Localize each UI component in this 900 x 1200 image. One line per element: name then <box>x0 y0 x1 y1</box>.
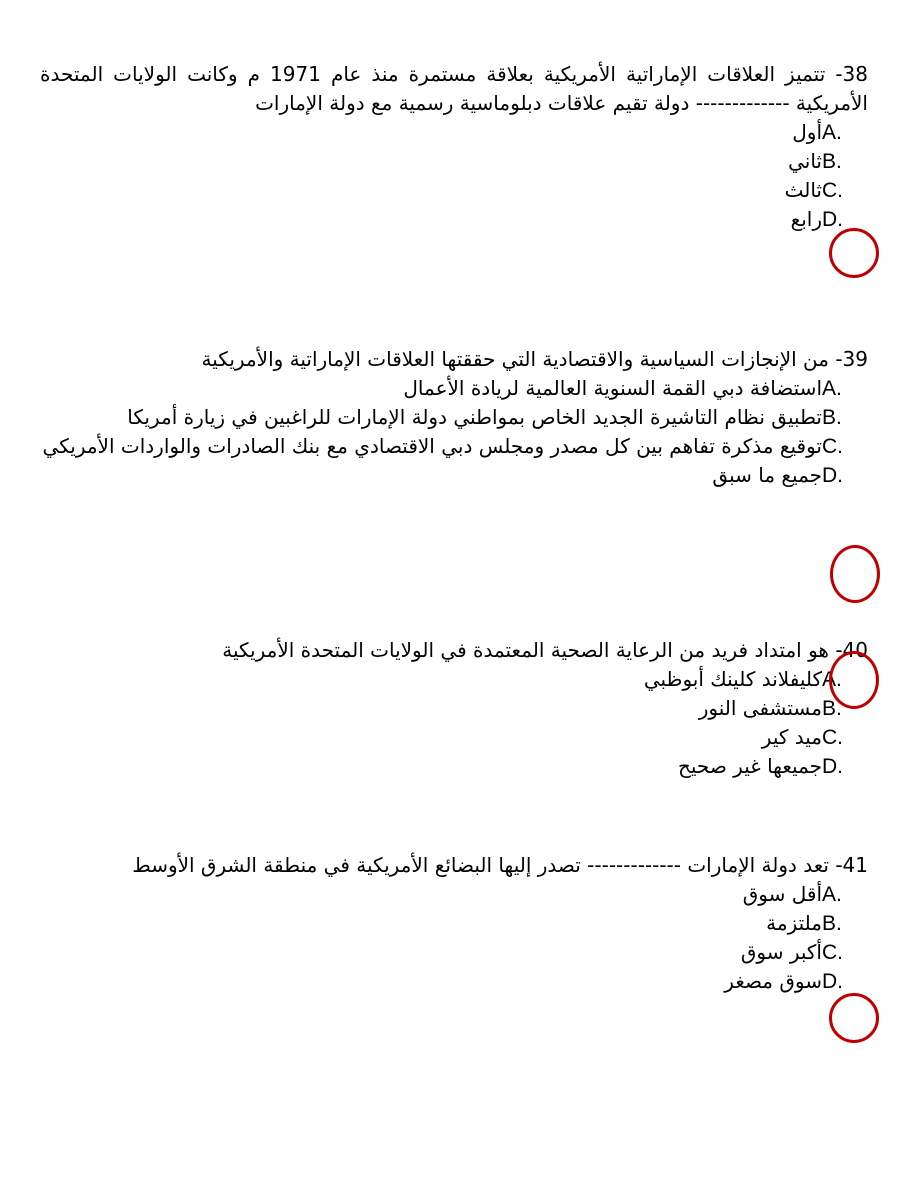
question-stem: 39- من الإنجازات السياسية والاقتصادية التي حققتها العلاقات الإماراتية والأمريكية <box>201 347 868 371</box>
option-text: ملتزمة <box>766 911 822 935</box>
option-a <box>40 118 868 147</box>
option-letter: B. <box>822 912 842 935</box>
option-a <box>40 880 868 909</box>
option-c <box>40 176 868 205</box>
option-a <box>40 374 868 403</box>
option-c <box>40 938 868 967</box>
option-text: استضافة دبي القمة السنوية العالمية لريادة الأعمال <box>403 376 822 400</box>
option-text: جميعها غير صحيح <box>677 754 822 778</box>
option-text: أقل سوق <box>742 882 822 906</box>
option-text: تطبيق نظام التاشيرة الجديد الخاص بمواطني دولة الإمارات للراغبين في زيارة أمريكا <box>127 405 822 429</box>
option-letter: B. <box>822 150 842 173</box>
option-letter: B. <box>822 406 842 429</box>
option-text: رابع <box>790 207 822 231</box>
option-b <box>40 694 868 723</box>
question-stem: 38- تتميز العلاقات الإماراتية الأمريكية بعلاقة مستمرة منذ عام 1971 م وكانت الولايات المتحدة الأمريكية ------------- دولة تقيم علاقات دبلوماسية رسمية مع دولة الإمارات <box>40 62 868 115</box>
option-text: ميد كير <box>761 725 822 749</box>
question-38 <box>40 60 868 234</box>
option-letter: C. <box>822 726 843 749</box>
option-text: جميع ما سبق <box>712 463 822 487</box>
question-41 <box>40 851 868 996</box>
answer-circle-q40 <box>829 651 879 709</box>
option-d <box>40 461 868 490</box>
answer-circle-q41 <box>829 993 879 1043</box>
option-letter: D. <box>822 208 843 231</box>
option-c <box>40 723 868 752</box>
option-text: أكبر سوق <box>740 940 822 964</box>
option-c <box>40 432 868 461</box>
option-text: توقيع مذكرة تفاهم بين كل مصدر ومجلس دبي الاقتصادي مع بنك الصادرات والواردات الأمريكي <box>42 434 822 458</box>
option-letter: A. <box>822 668 842 691</box>
answer-circle-q38 <box>829 228 879 278</box>
option-b <box>40 403 868 432</box>
option-letter: A. <box>822 883 842 906</box>
option-letter: A. <box>822 121 842 144</box>
option-letter: C. <box>822 179 843 202</box>
option-letter: A. <box>822 377 842 400</box>
option-letter: D. <box>822 464 843 487</box>
option-letter: D. <box>822 970 843 993</box>
option-text: ثالث <box>784 178 822 202</box>
option-b <box>40 909 868 938</box>
option-text: أول <box>792 120 822 144</box>
option-letter: C. <box>822 941 843 964</box>
option-a <box>40 665 868 694</box>
question-stem: 40- هو امتداد فريد من الرعاية الصحية المعتمدة في الولايات المتحدة الأمريكية <box>222 638 868 662</box>
option-text: ثاني <box>788 149 822 173</box>
question-stem: 41- تعد دولة الإمارات ------------- تصدر إليها البضائع الأمريكية في منطقة الشرق الأوسط <box>132 853 868 877</box>
answer-circle-q39 <box>830 545 880 603</box>
option-letter: C. <box>822 435 843 458</box>
option-d <box>40 752 868 781</box>
option-text: مستشفى النور <box>698 696 822 720</box>
option-text: سوق مصغر <box>724 969 822 993</box>
option-letter: D. <box>822 755 843 778</box>
question-39 <box>40 345 868 490</box>
option-d <box>40 967 868 996</box>
option-letter: B. <box>822 697 842 720</box>
option-b <box>40 147 868 176</box>
option-d <box>40 205 868 234</box>
question-40 <box>40 636 868 781</box>
option-text: كليفلاند كلينك أبوظبي <box>643 667 822 691</box>
